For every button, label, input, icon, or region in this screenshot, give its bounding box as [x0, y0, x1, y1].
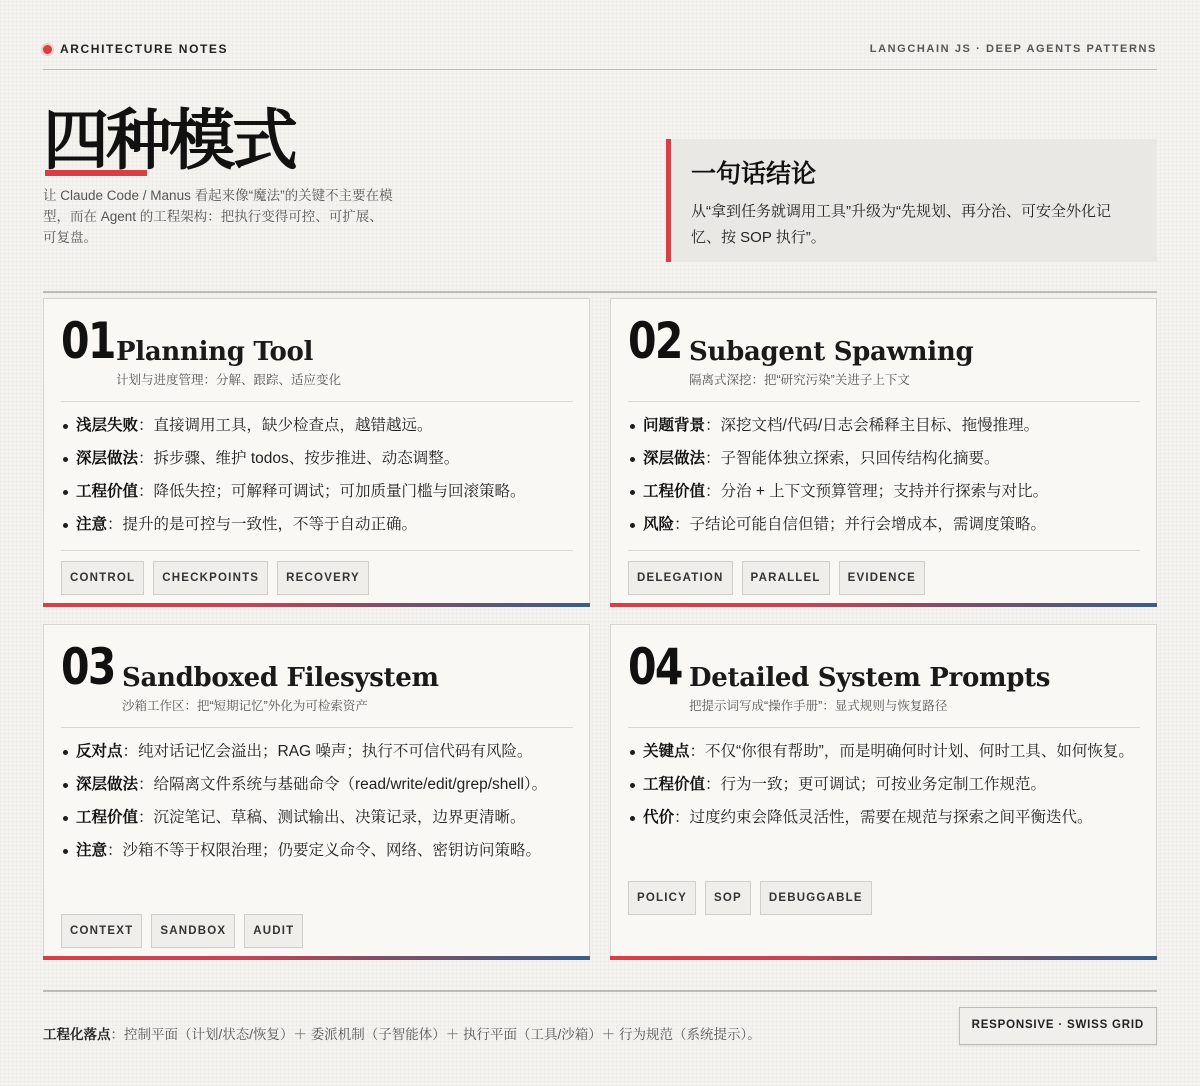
section-divider: [43, 291, 1157, 293]
footer-text: ：控制平面（计划/状态/恢复）＋ 委派机制（子智能体）＋ 执行平面（工具/沙箱）＋ 行为规范（系统提示）。: [110, 1027, 761, 1042]
card-rule: [61, 550, 573, 551]
item-text: ：提升的是可控与一致性，不等于自动正确。: [107, 516, 418, 533]
card-subtitle: 沙箱工作区：把“短期记忆”外化为可检索资产: [122, 699, 368, 713]
card-number: 03: [61, 638, 115, 696]
tag-chip: SANDBOX: [151, 914, 235, 948]
item-label: 工程价值: [76, 809, 139, 826]
list-item: [628, 412, 1140, 439]
item-text: ：不仅“你很有帮助”，而是明确何时计划、何时工具、如何恢复。: [689, 743, 1134, 760]
pattern-card-system-prompts: [610, 624, 1157, 960]
tag-row: [628, 561, 925, 595]
card-number: 01: [61, 312, 115, 370]
list-item: [61, 738, 573, 765]
list-item: [61, 804, 573, 831]
footer-label: 工程化落点: [43, 1027, 111, 1042]
item-label: 工程价值: [643, 483, 706, 500]
item-text: ：降低失控；可解释可调试；可加质量门槛与回滚策略。: [138, 483, 526, 500]
card-rule: [61, 401, 573, 402]
item-text: ：直接调用工具，缺少检查点，越错越远。: [138, 417, 433, 434]
pattern-card-subagent: [610, 298, 1157, 607]
item-label: 反对点: [76, 743, 123, 760]
item-label: 深层做法: [76, 450, 139, 467]
card-title: Sandboxed Filesystem: [122, 663, 439, 693]
list-item: [628, 738, 1140, 765]
item-label: 注意: [76, 842, 108, 859]
list-item: [61, 771, 573, 798]
item-text: ：深挖文档/代码/日志会稀释主目标、拖慢推理。: [705, 417, 1040, 434]
list-item: [628, 804, 1140, 831]
item-label: 风险: [643, 516, 675, 533]
context-label: LANGCHAIN JS · DEEP AGENTS PATTERNS: [869, 43, 1157, 55]
item-text: ：沙箱不等于权限治理；仍要定义命令、网络、密钥访问策略。: [107, 842, 542, 859]
list-item: [61, 837, 573, 864]
card-accent-bar: [43, 956, 590, 960]
card-subtitle: 把提示词写成“操作手册”：显式规则与恢复路径: [689, 699, 948, 713]
kicker-label: ARCHITECTURE NOTES: [60, 42, 229, 56]
list-item: [61, 511, 573, 538]
item-label: 浅层失败: [76, 417, 139, 434]
tag-chip: POLICY: [628, 881, 696, 915]
footer-note: [43, 1025, 761, 1045]
card-rule: [628, 401, 1140, 402]
red-dot-icon: [43, 45, 52, 54]
card-subtitle: 隔离式深挖：把“研究污染”关进子上下文: [689, 373, 910, 387]
item-label: 工程价值: [643, 776, 706, 793]
card-bullet-list: [628, 412, 1140, 544]
summary-title: 一句话结论: [691, 159, 817, 188]
pattern-card-planning: [43, 298, 590, 607]
card-accent-bar: [610, 603, 1157, 607]
list-item: [628, 445, 1140, 472]
card-number: 04: [628, 638, 682, 696]
card-rule: [628, 727, 1140, 728]
item-text: ：行为一致；更可调试；可按业务定制工作规范。: [705, 776, 1047, 793]
card-bullet-list: [628, 738, 1140, 837]
list-item: [61, 478, 573, 505]
item-text: ：分治 + 上下文预算管理；支持并行探索与对比。: [705, 483, 1049, 500]
card-accent-bar: [610, 956, 1157, 960]
page: [43, 0, 1157, 1086]
card-subtitle: 计划与进度管理：分解、跟踪、适应变化: [116, 373, 342, 387]
item-text: ：纯对话记忆会溢出；RAG 噪声；执行不可信代码有风险。: [122, 743, 533, 760]
tag-chip: DELEGATION: [628, 561, 733, 595]
top-bar: [43, 40, 1157, 70]
item-label: 问题背景: [643, 417, 706, 434]
list-item: [61, 412, 573, 439]
card-title: Planning Tool: [116, 337, 314, 367]
item-text: ：给隔离文件系统与基础命令（read/write/edit/grep/shell）。: [138, 776, 548, 793]
item-label: 关键点: [643, 743, 690, 760]
list-item: [628, 511, 1140, 538]
pattern-card-filesystem: [43, 624, 590, 960]
card-rule: [61, 727, 573, 728]
item-label: 深层做法: [643, 450, 706, 467]
tag-chip: EVIDENCE: [839, 561, 925, 595]
tag-chip: SOP: [705, 881, 751, 915]
card-number: 02: [628, 312, 682, 370]
page-title: 四种模式: [43, 101, 295, 179]
tag-chip: DEBUGGABLE: [760, 881, 872, 915]
item-text: ：过度约束会降低灵活性，需要在规范与探索之间平衡迭代。: [674, 809, 1093, 826]
tag-row: [61, 914, 303, 948]
item-text: ：沉淀笔记、草稿、测试输出、决策记录，边界更清晰。: [138, 809, 526, 826]
card-title: Subagent Spawning: [689, 337, 974, 367]
tag-row: [628, 881, 872, 915]
list-item: [61, 445, 573, 472]
item-label: 注意: [76, 516, 108, 533]
card-bullet-list: [61, 738, 573, 870]
tag-chip: RECOVERY: [277, 561, 369, 595]
card-title: Detailed System Prompts: [689, 663, 1051, 693]
layout-badge[interactable]: RESPONSIVE · SWISS GRID: [959, 1007, 1157, 1045]
summary-body: 从“拿到任务就调用工具”升级为“先规划、再分治、可安全外化记忆、按 SOP 执行”。: [691, 203, 1111, 246]
card-rule: [628, 550, 1140, 551]
list-item: [628, 771, 1140, 798]
item-text: ：拆步骤、维护 todos、按步推进、动态调整。: [138, 450, 460, 467]
summary-callout: [666, 139, 1157, 262]
tag-chip: CHECKPOINTS: [153, 561, 268, 595]
tag-chip: PARALLEL: [742, 561, 830, 595]
card-accent-bar: [43, 603, 590, 607]
tag-chip: CONTROL: [61, 561, 144, 595]
list-item: [628, 478, 1140, 505]
item-label: 代价: [643, 809, 675, 826]
tag-chip: CONTEXT: [61, 914, 142, 948]
tag-row: [61, 561, 369, 595]
item-text: ：子结论可能自信但错；并行会增成本，需调度策略。: [674, 516, 1047, 533]
item-label: 工程价值: [76, 483, 139, 500]
card-bullet-list: [61, 412, 573, 544]
item-text: ：子智能体独立探索，只回传结构化摘要。: [705, 450, 1000, 467]
tag-chip: AUDIT: [244, 914, 303, 948]
item-label: 深层做法: [76, 776, 139, 793]
footer-divider: [43, 990, 1157, 992]
top-bar-left: [43, 42, 228, 56]
page-subtitle: 让 Claude Code / Manus 看起来像“魔法”的关键不主要在模型，而在 Agent 的工程架构：把执行变得可控、可扩展、可复盘。: [43, 188, 393, 245]
